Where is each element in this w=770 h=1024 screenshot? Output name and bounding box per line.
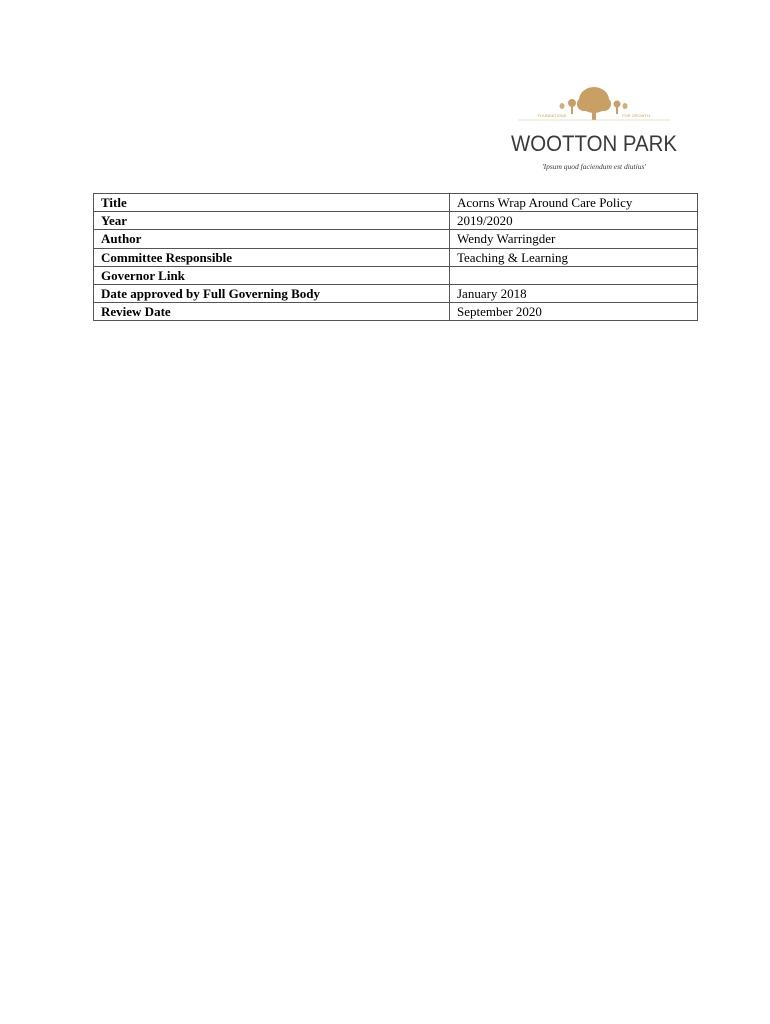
row-value-title: Acorns Wrap Around Care Policy [450, 194, 698, 212]
row-label-title: Title [94, 194, 450, 212]
table-row [94, 194, 698, 212]
table-row [94, 248, 698, 266]
row-value-review-date: September 2020 [450, 303, 698, 321]
row-label-author: Author [94, 230, 450, 248]
row-label-governor-link: Governor Link [94, 266, 450, 284]
row-label-committee: Committee Responsible [94, 248, 450, 266]
row-label-date-approved: Date approved by Full Governing Body [94, 284, 450, 302]
row-value-author: Wendy Warringder [450, 230, 698, 248]
logo-banner-right: FOR GROWTH [622, 113, 650, 118]
logo-banner-left: FOUNDATIONS [537, 113, 567, 118]
table-row [94, 303, 698, 321]
row-label-year: Year [94, 212, 450, 230]
table-row [94, 212, 698, 230]
row-value-date-approved: January 2018 [450, 284, 698, 302]
logo-motto: 'Ipsum quod faciendum est diutius' [541, 162, 647, 171]
row-value-year: 2019/2020 [450, 212, 698, 230]
row-label-review-date: Review Date [94, 303, 450, 321]
policy-info-table [93, 193, 698, 321]
row-value-committee: Teaching & Learning [450, 248, 698, 266]
school-logo [510, 84, 680, 176]
table-row [94, 266, 698, 284]
row-value-governor-link [450, 266, 698, 284]
logo-name: WOOTTON PARK [511, 131, 678, 156]
table-row [94, 230, 698, 248]
table-row [94, 284, 698, 302]
